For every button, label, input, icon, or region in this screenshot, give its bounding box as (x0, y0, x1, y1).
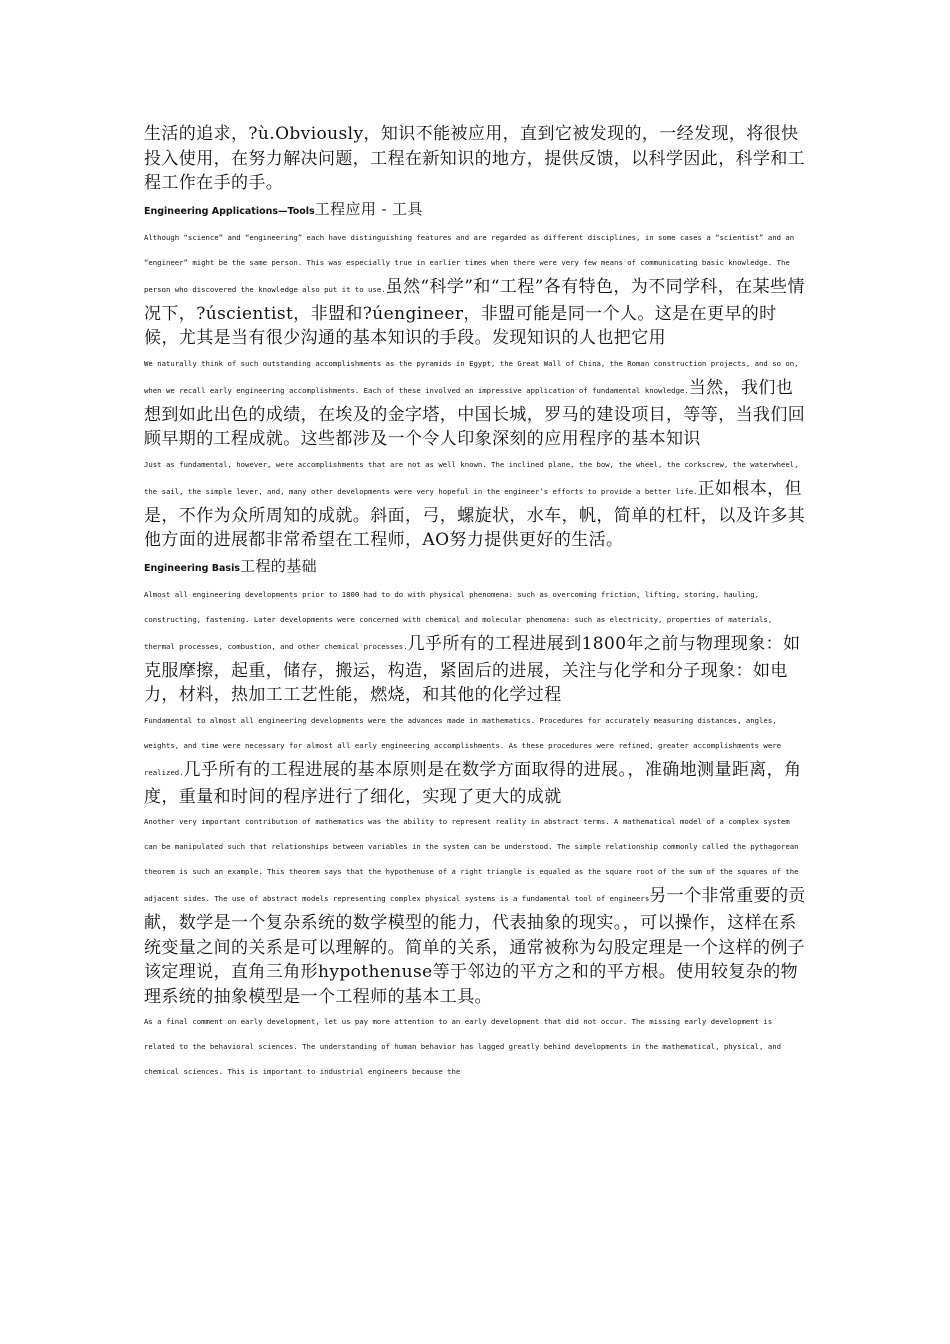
paragraph-en: Although “science” and “engineering” each have distinguishing features and are regarded as different disciplines, in some cases a “scientist” and an “engineer” might be the same person. This was especially true in earlier times when there were very few means of communicating basic knowledge. The person who discovered the knowledge also put it to use. (144, 232, 795, 294)
paragraph-5 (144, 708, 806, 810)
paragraph-zh: 虽然“科学”和“工程”各有特色，为不同学科，在某些情况下，?úscientist，非盟和?úengineer，非盟可能是同一个人。这是在更早的时候，尤其是当有很少沟通的基本知识的手段。发现知识的人也把它用 (144, 276, 805, 348)
paragraph-en: We naturally think of such outstanding accomplishments as the pyramids in Egypt, the Great Wall of China, the Roman construction projects, and so on, when we recall early engineering accomplishments. Each of these involved an impressive application of fundamental knowledge. (144, 358, 799, 395)
heading-en: Engineering Applications—Tools (144, 205, 315, 217)
paragraph-6 (144, 809, 806, 1009)
document-page (144, 122, 806, 1084)
paragraph-zh: 正如根本，但是，不作为众所周知的成就。斜面，弓，螺旋状，水车，帆，简单的杠杆，以及许多其他方面的进展都非常希望在工程师，AO努力提供更好的生活。 (144, 478, 806, 550)
paragraph-en: Almost all engineering developments prior to 1800 had to do with physical phenomena: such as overcoming friction, lifting, storing, hauling, constructing, fastening. Later developments were concerned with chemical and molecular phenomena: such as electricity, properties of materials, thermal processes, combustion, and other chemical processes. (144, 589, 773, 651)
section-heading-applications (144, 198, 806, 223)
section-heading-basis (144, 555, 806, 580)
paragraph-zh: 几乎所有的工程进展到1800年之前与物理现象：如克服摩擦，起重，储存，搬运，构造，紧固后的进展，关注与化学和分子现象：如电力，材料，热加工工艺性能，燃烧，和其他的化学过程 (144, 633, 801, 705)
paragraph-zh: 另一个非常重要的贡献，数学是一个复杂系统的数学模型的能力，代表抽象的现实。，可以操作，这样在系统变量之间的关系是可以理解的。简单的关系，通常被称为勾股定理是一个这样的例子该定理说，直角三角形hypothenuse等于邻边的平方之和的平方根。使用较复杂的物理系统的抽象模型是一个工程师的基本工具。 (144, 886, 806, 1007)
paragraph-2 (144, 351, 806, 452)
intro-paragraph: 生活的追求，?ù.Obviously，知识不能被应用，直到它被发现的，一经发现，将很快投入使用，在努力解决问题，工程在新知识的地方，提供反馈，以科学因此，科学和工程工作在手的手。 (144, 124, 806, 193)
paragraph-en: Another very important contribution of mathematics was the ability to represent reality in abstract terms. A mathematical model of a complex system can be manipulated such that relationships between variables in the system can be understood. The simple relationship commonly called the pythagorean theorem is such an example. This theorem says that the hypothenuse of a right triangle is equaled as the square root of the sum of the squares of the adjacent sides. The use of abstract models representing complex physical systems is a fundamental tool of engineers (144, 817, 799, 903)
paragraph-4 (144, 582, 806, 708)
paragraph-1 (144, 225, 806, 351)
paragraph-3 (144, 452, 806, 553)
paragraph-zh: 当然，我们也想到如此出色的成绩，在埃及的金字塔，中国长城，罗马的建设项目，等等，当我们回顾早期的工程成就。这些都涉及一个令人印象深刻的应用程序的基本知识 (144, 377, 806, 449)
paragraph-en: Fundamental to almost all engineering developments were the advances made in mathematics. Procedures for accurately measuring distances, angles, weights, and time were necessary for almost all early engineering accomplishments. As these procedures were refined, greater accomplishments were realized. (144, 715, 781, 777)
heading-zh: 工程应用 - 工具 (314, 199, 423, 218)
paragraph-en: Just as fundamental, however, were accomplishments that are not as well known. The inclined plane, the bow, the wheel, the corkscrew, the waterwheel, the sail, the simple lever, and, many other developments were very hopeful in the engineer’s efforts to provide a better life. (144, 459, 799, 496)
paragraph-zh: 几乎所有的工程进展的基本原则是在数学方面取得的进展。，准确地测量距离，角度，重量和时间的程序进行了细化，实现了更大的成就 (144, 759, 802, 807)
heading-en: Engineering Basis (144, 562, 240, 574)
heading-zh: 工程的基础 (240, 556, 318, 575)
paragraph-en: As a final comment on early development, let us pay more attention to an early development that did not occur. The missing early development is related to the behavioral sciences. The understanding of human behavior has lagged greatly behind developments in the mathematical, physical, and chemical sciences. This is important to industrial engineers because the (144, 1017, 781, 1076)
paragraph-7 (144, 1009, 806, 1084)
